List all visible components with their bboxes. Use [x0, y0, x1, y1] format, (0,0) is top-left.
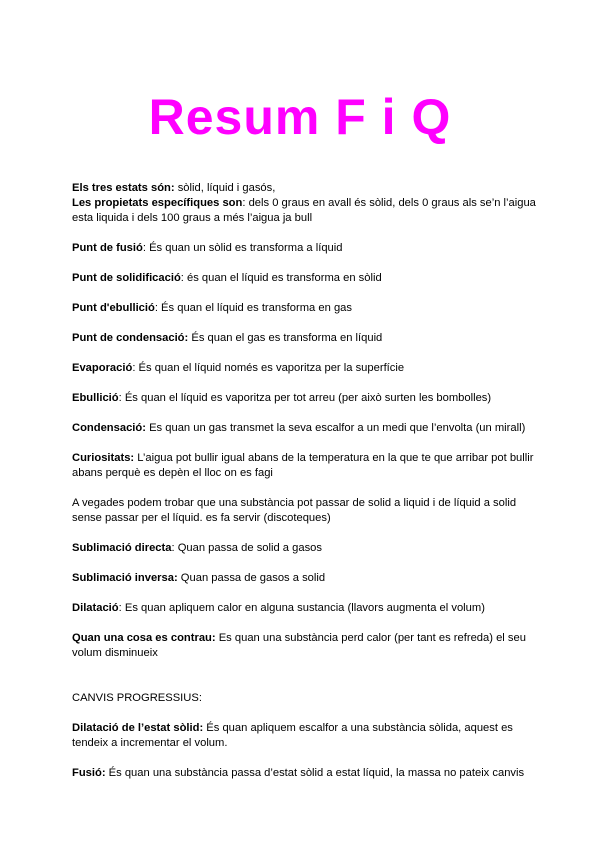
paragraph-ebullicio	[72, 391, 542, 406]
term: Sublimació inversa:	[72, 572, 178, 584]
definition: : és quan el líquid es transforma en sòlid	[180, 272, 382, 284]
definition: sòlid, líquid i gasós,	[174, 182, 276, 194]
definition: Es quan un gas transmet la seva escalfor a un medi que l’envolta (un mirall)	[145, 422, 526, 434]
paragraph-propietats	[72, 196, 542, 226]
definition: És quan el gas es transforma en líquid	[188, 332, 383, 344]
paragraph-sublimacio-directa	[72, 541, 542, 556]
definition: Quan passa de gasos a solid	[177, 572, 326, 584]
term: Quan una cosa es contrau:	[72, 632, 216, 644]
definition: : És quan el líquid es vaporitza per tot arreu (per això surten les bombolles)	[118, 392, 492, 404]
term: Condensació:	[72, 422, 146, 434]
section-heading: CANVIS PROGRESSIUS:	[72, 692, 202, 704]
term: Punt d'ebullició	[72, 302, 155, 314]
term: Evaporació	[72, 362, 133, 374]
definition: És quan apliquem escalfor a una substància sòlida, aquest es tendeix a incrementar el volum.	[72, 722, 513, 749]
definition: : dels 0 graus en avall és sòlid, dels 0 graus als se’n l’aigua esta liquida i dels 100 graus a més l’aigua ja bull	[72, 197, 536, 224]
term: Dilatació de l’estat sòlid:	[72, 722, 204, 734]
term: Dilatació	[72, 602, 119, 614]
term: Punt de solidificació	[72, 272, 181, 284]
term: Els tres estats són:	[72, 182, 175, 194]
definition: Es quan una substància perd calor (per tant es refreda) el seu volum disminueix	[72, 632, 526, 659]
page-title: Resum F i Q	[148, 89, 452, 145]
paragraph-curiositats	[72, 451, 542, 481]
definition: És quan una substància passa d’estat sòlid a estat líquid, la massa no pateix canvis	[105, 767, 525, 779]
term: Ebullició	[72, 392, 119, 404]
term: Les propietats específiques son	[72, 197, 243, 209]
definition: : És quan el líquid es transforma en gas	[154, 302, 352, 314]
term: Sublimació directa	[72, 542, 172, 554]
paragraph-fusio	[72, 766, 542, 781]
definition: : Es quan apliquem calor en alguna sustancia (llavors augmenta el volum)	[118, 602, 485, 614]
paragraph-contraccio	[72, 631, 542, 661]
term: Curiositats:	[72, 452, 135, 464]
paragraph-sublimacio-note	[72, 496, 542, 526]
term: Punt de fusió	[72, 242, 143, 254]
term: Fusió:	[72, 767, 106, 779]
term: Punt de condensació:	[72, 332, 189, 344]
definition: : Quan passa de solid a gasos	[171, 542, 322, 554]
definition: : És quan el líquid només es vaporitza per la superfície	[132, 362, 405, 374]
definition: L’aigua pot bullir igual abans de la temperatura en la que te que arribar pot bullir abans perquè es depèn el lloc on es fagi	[72, 452, 534, 479]
definition: : És quan un sòlid es transforma a líquid	[142, 242, 343, 254]
paragraph-punt-condensacio	[72, 331, 542, 346]
paragraph-punt-fusio	[72, 241, 542, 256]
paragraph-punt-ebullicio	[72, 301, 542, 316]
section-heading-canvis-progressius	[72, 691, 542, 706]
paragraph-dilatacio	[72, 601, 542, 616]
document-body	[72, 181, 542, 781]
paragraph-evaporacio	[72, 361, 542, 376]
paragraph-estats	[72, 181, 542, 196]
paragraph-dilatacio-solid	[72, 721, 542, 751]
definition: A vegades podem trobar que una substància pot passar de solid a liquid i de líquid a solid sense passar per el líquid. es fa servir (discoteques)	[72, 497, 517, 524]
paragraph-punt-solidificacio	[72, 271, 542, 286]
paragraph-condensacio	[72, 421, 542, 436]
paragraph-sublimacio-inversa	[72, 571, 542, 586]
